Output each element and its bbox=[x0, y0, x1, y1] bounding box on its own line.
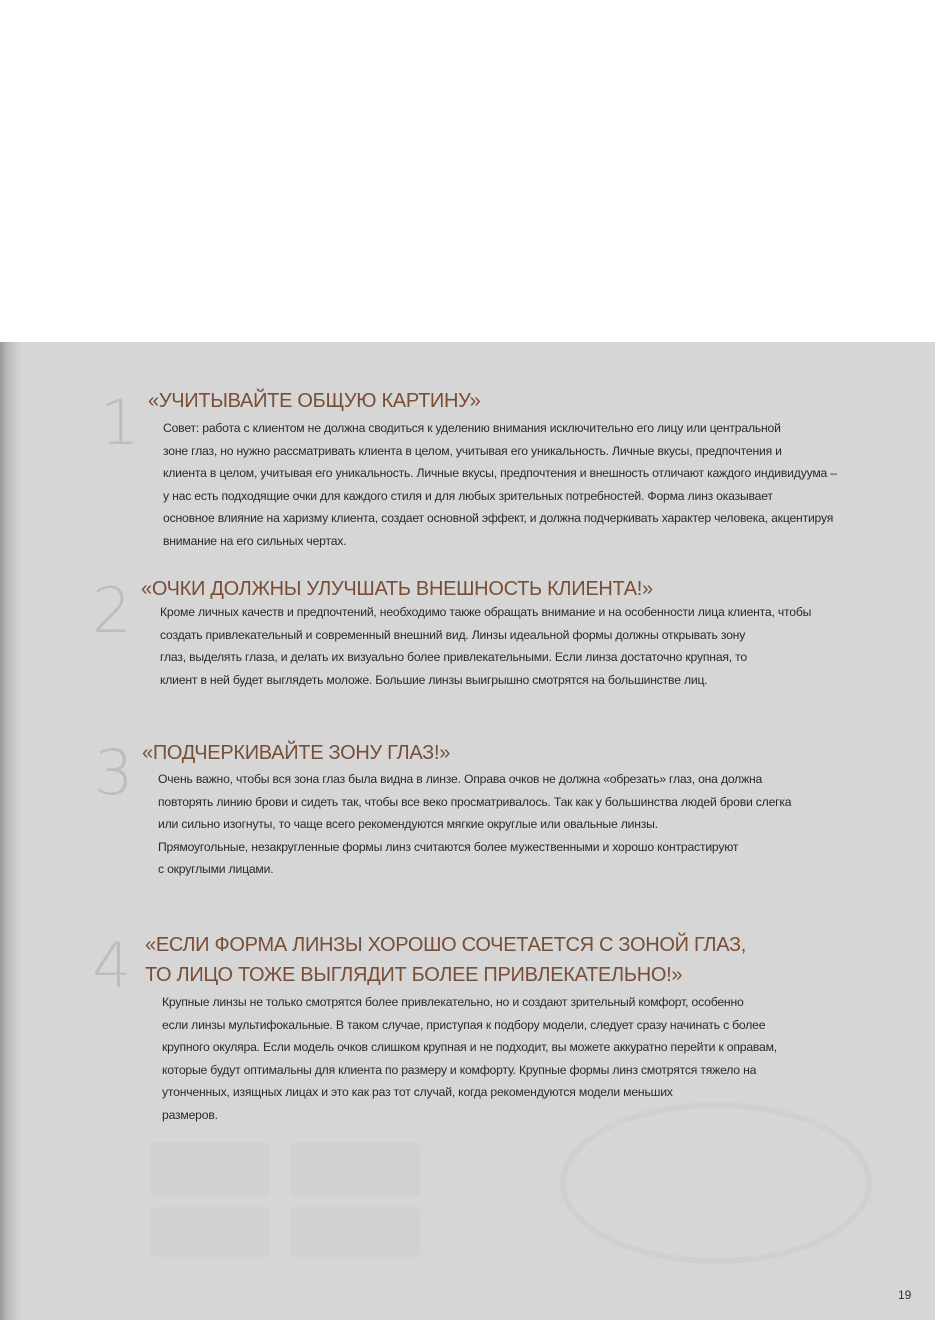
body-line: Крупные линзы не только смотрятся более привлекательно, но и создают зрительный комфорт, особенно bbox=[162, 995, 744, 1009]
body-line: если линзы мультифокальные. В таком случае, приступая к подбору модели, следует сразу начинать с более bbox=[162, 1017, 766, 1032]
blank-page-top bbox=[0, 0, 935, 342]
body-line: Совет: работа с клиентом не должна сводиться к уделению внимания исключительно его лицу или центральной bbox=[163, 421, 781, 435]
body-line: Прямоугольные, незакругленные формы линз считаются более мужественными и хорошо контрастируют bbox=[158, 839, 739, 854]
section-body bbox=[160, 601, 811, 691]
body-line: или сильно изогнуты, то чаще всего рекомендуются мягкие округлые или овальные линзы. bbox=[158, 817, 658, 832]
body-line: создать привлекательный и современный внешний вид. Линзы идеальной формы должны открывать зону bbox=[160, 627, 746, 642]
section-number: 4 bbox=[92, 929, 132, 1002]
section-title: «ОЧКИ ДОЛЖНЫ УЛУЧШАТЬ ВНЕШНОСТЬ КЛИЕНТА!» bbox=[141, 578, 653, 600]
section-title: «ПОДЧЕРКИВАЙТЕ ЗОНУ ГЛАЗ!» bbox=[142, 742, 451, 764]
binding-shadow bbox=[0, 342, 22, 1320]
body-line: основное влияние на харизму клиента, создает основной эффект, и должна подчеркивать характер человека, акцентируя bbox=[163, 511, 834, 526]
body-line: Кроме личных качеств и предпочтений, необходимо также обращать внимание и на особенности лица клиента, чтобы bbox=[160, 605, 812, 619]
section-body bbox=[158, 768, 791, 881]
background-image-fragment bbox=[290, 1207, 420, 1257]
title-line: ТО ЛИЦО ТОЖЕ ВЫГЛЯДИТ БОЛЕЕ ПРИВЛЕКАТЕЛЬНО!» bbox=[145, 964, 683, 986]
page-number: 19 bbox=[898, 1288, 912, 1302]
body-line: внимание на его сильных чертах. bbox=[163, 533, 347, 548]
body-line: Очень важно, чтобы вся зона глаз была видна в линзе. Оправа очков не должна «обрезать» глаз, она должна bbox=[158, 772, 763, 786]
section-number: 1 bbox=[100, 386, 140, 459]
section-number: 3 bbox=[94, 736, 134, 809]
body-line: повторять линию брови и сидеть так, чтобы все веко просматривалось. Так как у большинства людей брови слегка bbox=[158, 794, 792, 809]
body-line: крупного окуляра. Если модель очков слишком крупная и не подходит, вы можете аккуратно перейти к оправам, bbox=[162, 1040, 777, 1055]
body-line: которые будут оптимальны для клиента по размеру и комфорту. Крупные формы линз смотрятся тяжело на bbox=[162, 1062, 757, 1077]
section-title bbox=[145, 930, 746, 990]
body-line: клиент в ней будет выглядеть моложе. Большие линзы выигрышно смотрятся на большинстве лиц. bbox=[160, 672, 708, 687]
body-line: зоне глаз, но нужно рассматривать клиента в целом, учитывая его уникальность. Личные вкусы, предпочтения и bbox=[163, 443, 782, 458]
body-line: у нас есть подходящие очки для каждого стиля и для любых зрительных потребностей. Форма линз оказывает bbox=[163, 488, 773, 503]
section-title: «УЧИТЫВАЙТЕ ОБЩУЮ КАРТИНУ» bbox=[148, 390, 481, 412]
background-image-fragment bbox=[150, 1142, 270, 1197]
background-image-fragment bbox=[150, 1207, 270, 1257]
body-line: с округлыми лицами. bbox=[158, 862, 274, 877]
title-line: «ЕСЛИ ФОРМА ЛИНЗЫ ХОРОШО СОЧЕТАЕТСЯ С ЗОНОЙ ГЛАЗ, bbox=[145, 934, 747, 956]
section-body bbox=[163, 417, 837, 553]
body-line: глаз, выделять глаза, и делать их визуально более привлекательными. Если линза достаточно крупная, то bbox=[160, 650, 747, 665]
body-line: размеров. bbox=[162, 1107, 218, 1122]
section-number: 2 bbox=[92, 574, 132, 647]
section-body bbox=[162, 991, 777, 1127]
background-image-fragment bbox=[290, 1142, 420, 1197]
body-line: клиента в целом, учитывая его уникальность. Личные вкусы, предпочтения и внешность отличают каждого индивидуума – bbox=[163, 466, 837, 481]
body-line: утонченных, изящных лицах и это как раз тот случай, когда рекомендуются модели меньших bbox=[162, 1085, 673, 1100]
